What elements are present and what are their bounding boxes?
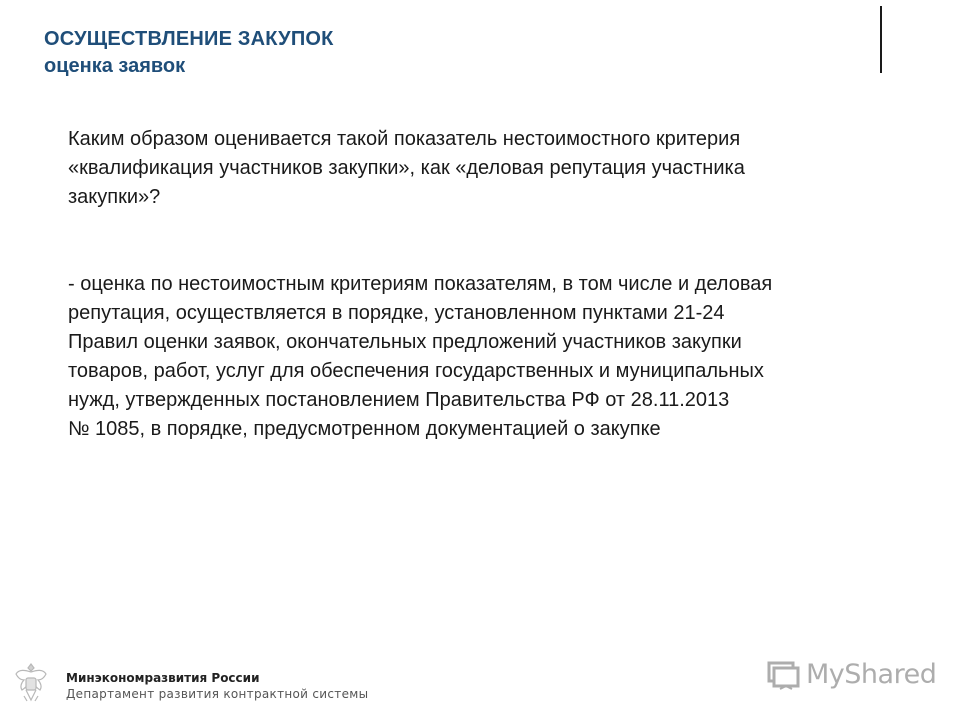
- question-line: Каким образом оценивается такой показатель нестоимостного критерия: [68, 128, 741, 150]
- question-line: «квалификация участников закупки», как «деловая репутация участника: [68, 157, 745, 179]
- slide-title: ОСУЩЕСТВЛЕНИЕ ЗАКУПОК: [44, 28, 334, 50]
- slide-content: [68, 125, 928, 444]
- footer: [66, 671, 368, 702]
- answer-line: нужд, утвержденных постановлением Правительства РФ от 28.11.2013: [68, 389, 730, 411]
- footer-department: Департамент развития контрактной системы: [66, 687, 369, 701]
- presentation-board-icon: [766, 657, 800, 691]
- watermark: [766, 654, 936, 694]
- slide-subtitle: оценка заявок: [44, 55, 186, 77]
- watermark-text: MyShared: [806, 658, 937, 690]
- vertical-divider: [880, 6, 882, 73]
- footer-organization: Минэкономразвития России: [66, 671, 260, 685]
- answer-paragraph: [68, 270, 928, 444]
- answer-line: - оценка по нестоимостным критериям показателям, в том числе и деловая: [68, 273, 773, 295]
- answer-line: № 1085, в порядке, предусмотренном документацией о закупке: [68, 418, 661, 440]
- answer-line: репутация, осуществляется в порядке, установленном пунктами 21-24: [68, 302, 725, 324]
- answer-line: товаров, работ, услуг для обеспечения государственных и муниципальных: [68, 360, 764, 382]
- slide-header: [44, 26, 334, 80]
- question-line: закупки»?: [68, 186, 161, 208]
- russian-coat-of-arms-icon: [14, 660, 48, 704]
- question-paragraph: [68, 125, 928, 212]
- answer-line: Правил оценки заявок, окончательных предложений участников закупки: [68, 331, 742, 353]
